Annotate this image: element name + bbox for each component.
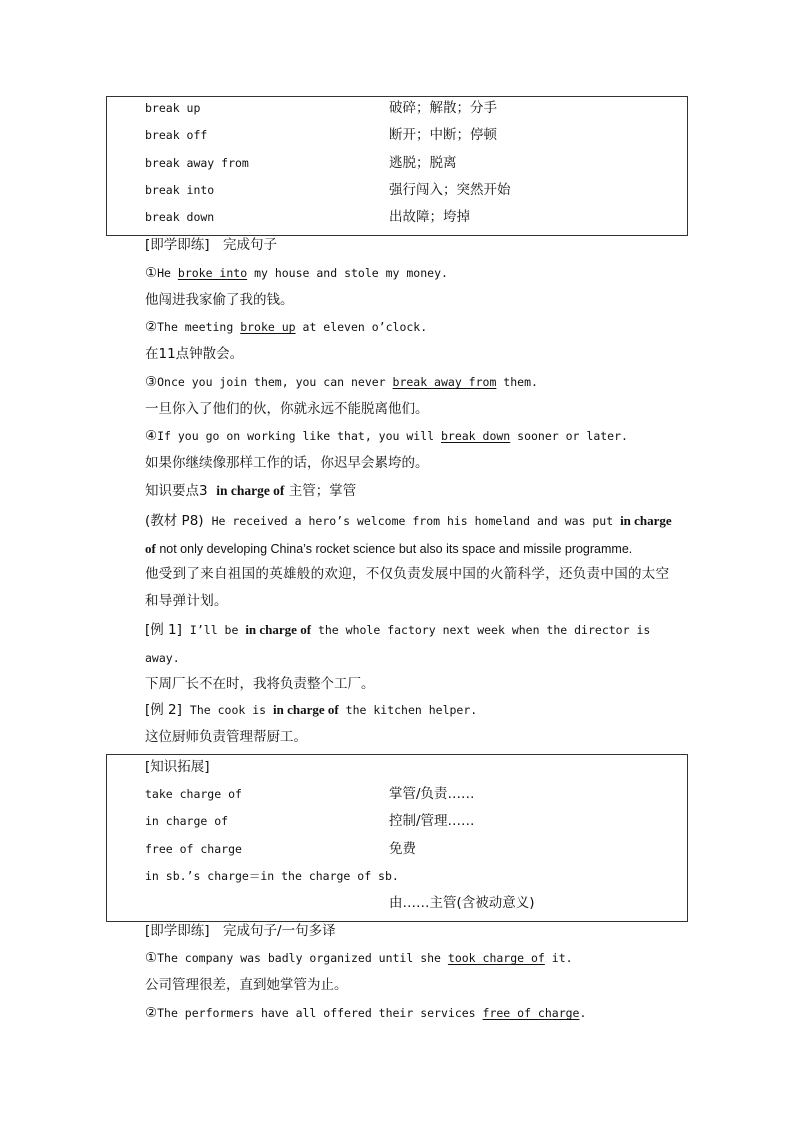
table-row-en: break away from xyxy=(145,156,249,170)
textbook-translation: 他受到了来自祖国的英雄般的欢迎，不仅负责发展中国的火箭科学，还负责中国的太空和导弹计划。 xyxy=(145,566,670,609)
table-row-zh: 强行闯入；突然开始 xyxy=(389,182,511,198)
practice-sentence: ①He broke into my house and stole my money. xyxy=(145,265,448,281)
table-row-zh: 逃脱；脱离 xyxy=(389,155,457,171)
table-row-en: free of charge xyxy=(145,842,242,856)
table-row-zh: 出故障；垮掉 xyxy=(389,209,470,225)
table-row-en: break off xyxy=(145,128,208,142)
table-row-en: in sb.’s charge＝in the charge of sb. xyxy=(145,869,399,883)
table-row-zh: 掌管/负责…… xyxy=(389,786,475,802)
practice-translation: 如果你继续像那样工作的话，你迟早会累垮的。 xyxy=(145,455,429,471)
practice-heading: [即学即练] 完成句子 xyxy=(145,237,278,253)
practice-heading: [即学即练] 完成句子/一句多译 xyxy=(145,923,336,939)
answer-blank: break down xyxy=(440,429,511,443)
practice-sentence: ④If you go on working like that, you will break down sooner or later. xyxy=(145,428,628,444)
table-heading: [知识拓展] xyxy=(145,759,210,775)
practice-translation: 在11点钟散会。 xyxy=(145,346,244,362)
phrase-table-break xyxy=(106,96,688,236)
table-row-en: break down xyxy=(145,210,215,224)
table-row-zh: 断开；中断；停顿 xyxy=(389,127,497,143)
table-row-en: break up xyxy=(145,101,201,115)
example-1-translation: 下周厂长不在时，我将负责整个工厂。 xyxy=(145,676,375,692)
practice-translation: 他闯进我家偷了我的钱。 xyxy=(145,292,294,308)
answer-blank: took charge of xyxy=(447,951,545,965)
practice-sentence: ②The performers have all offered their services free of charge. xyxy=(145,1005,587,1021)
table-row-en: take charge of xyxy=(145,787,242,801)
answer-blank: free of charge xyxy=(482,1006,580,1020)
table-row-zh: 破碎；解散；分手 xyxy=(389,100,497,116)
practice-sentence: ②The meeting broke up at eleven o’clock. xyxy=(145,319,428,335)
example-2: [例 2] The cook is in charge of the kitchen helper. xyxy=(145,702,478,718)
answer-blank: break away from xyxy=(392,375,497,389)
table-row-en: break into xyxy=(145,183,215,197)
practice-sentence: ③Once you join them, you can never break away from them. xyxy=(145,374,538,390)
knowledge-point-title: 知识要点3 in charge of 主管；掌管 xyxy=(145,483,357,499)
table-row-zh: 控制/管理…… xyxy=(389,813,475,829)
textbook-excerpt: (教材 P8) He received a hero’s welcome from his homeland and was put in charge of not only developing China’s rocket science but also its space and missile programme. xyxy=(145,513,672,556)
answer-blank: broke into xyxy=(177,266,248,280)
practice-translation: 一旦你入了他们的伙，你就永远不能脱离他们。 xyxy=(145,401,429,417)
practice-sentence: ①The company was badly organized until she took charge of it. xyxy=(145,950,573,966)
table-row-en: in charge of xyxy=(145,814,229,828)
answer-blank: broke up xyxy=(240,320,296,334)
table-row-zh: 免费 xyxy=(389,841,416,857)
example-2-translation: 这位厨师负责管理帮厨工。 xyxy=(145,729,307,745)
knowledge-expansion-table xyxy=(106,754,688,922)
table-row-zh: 由……主管(含被动意义) xyxy=(389,895,535,911)
example-1: [例 1] I’ll be in charge of the whole factory next week when the director is away. xyxy=(145,622,651,665)
practice-translation: 公司管理很差，直到她掌管为止。 xyxy=(145,977,348,993)
